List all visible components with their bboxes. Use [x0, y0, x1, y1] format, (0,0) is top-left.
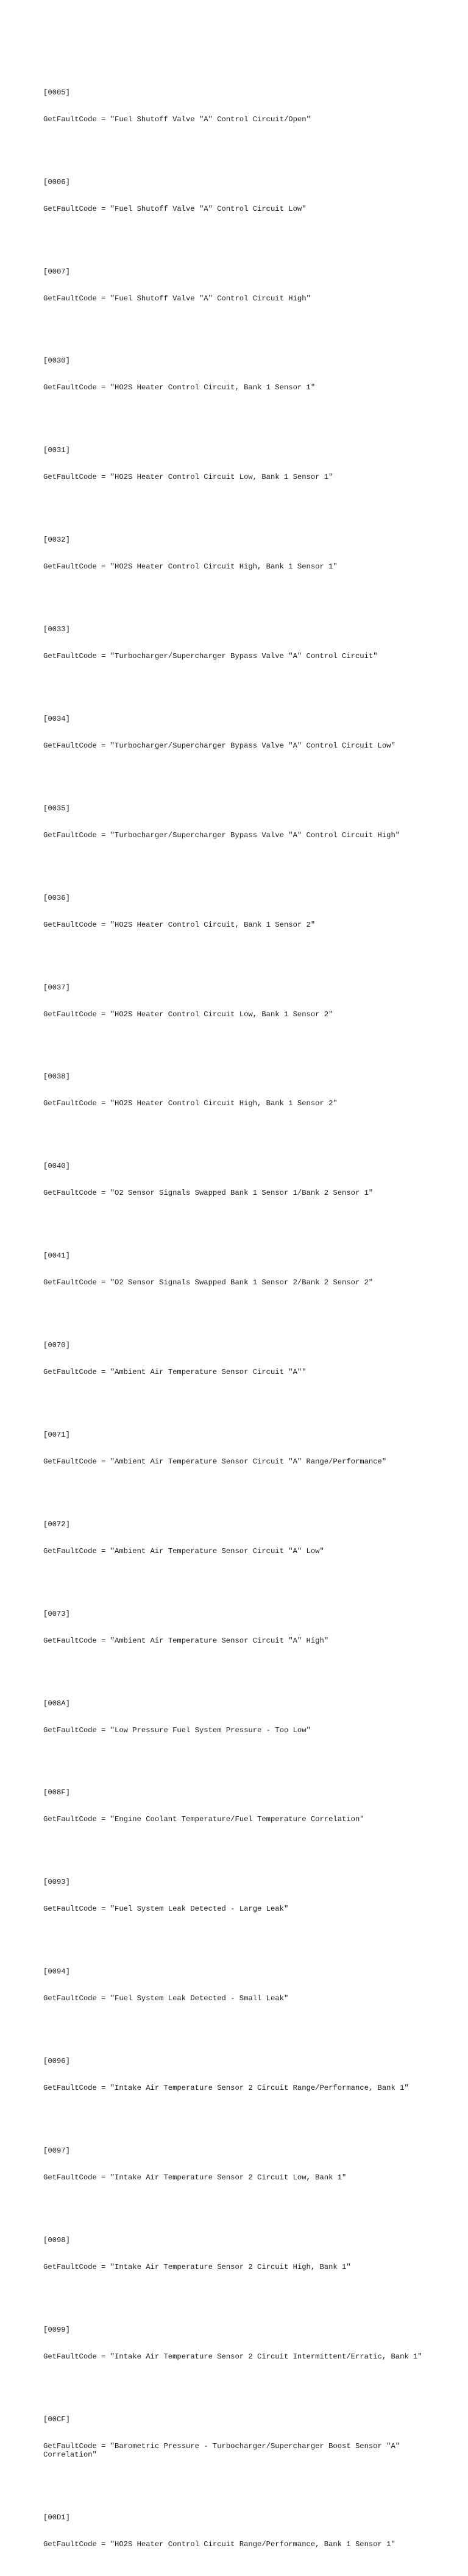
- entry-0040: [43, 1144, 433, 1216]
- entry-0035: [43, 786, 433, 858]
- entry-0070: [43, 1323, 433, 1395]
- entry-0032: [43, 518, 433, 590]
- fault-code-id: [0040]: [43, 1162, 70, 1171]
- fault-code-description: GetFaultCode = "HO2S Heater Control Circuit, Bank 1 Sensor 1": [43, 383, 316, 392]
- fault-code-id: [0072]: [43, 1520, 70, 1529]
- entry-0034: [43, 697, 433, 769]
- fault-code-id: [00CF]: [43, 2415, 70, 2424]
- fault-code-description: GetFaultCode = "HO2S Heater Control Circuit High, Bank 1 Sensor 1": [43, 562, 338, 571]
- entry-0005: [43, 70, 433, 142]
- fault-code-id: [0094]: [43, 1967, 70, 1976]
- entry-008a: [43, 1681, 433, 1753]
- fault-code-id: [008F]: [43, 1788, 70, 1797]
- entry-0038: [43, 1055, 433, 1127]
- entry-00cf: [43, 2397, 433, 2477]
- fault-code-description: GetFaultCode = "Fuel Shutoff Valve "A" Control Circuit/Open": [43, 115, 311, 124]
- fault-code-id: [0097]: [43, 2146, 70, 2155]
- fault-code-description: GetFaultCode = "HO2S Heater Control Circuit Low, Bank 1 Sensor 2": [43, 1010, 333, 1019]
- entry-0072: [43, 1502, 433, 1574]
- fault-code-description: GetFaultCode = "Ambient Air Temperature Sensor Circuit "A" High": [43, 1636, 329, 1645]
- entry-0030: [43, 339, 433, 411]
- fault-code-description: GetFaultCode = "Ambient Air Temperature Sensor Circuit "A" Low": [43, 1546, 324, 1555]
- fault-code-id: [0096]: [43, 2057, 70, 2065]
- fault-code-description: GetFaultCode = "O2 Sensor Signals Swapped Bank 1 Sensor 2/Bank 2 Sensor 2": [43, 1278, 374, 1287]
- entry-0041: [43, 1234, 433, 1306]
- fault-code-description: GetFaultCode = "Low Pressure Fuel System Pressure - Too Low": [43, 1725, 311, 1735]
- entry-0097: [43, 2129, 433, 2201]
- fault-code-description: GetFaultCode = "Turbocharger/Supercharger Bypass Valve "A" Control Circuit Low": [43, 741, 395, 750]
- fault-code-id: [0038]: [43, 1072, 70, 1081]
- entry-0073: [43, 1591, 433, 1663]
- fault-code-id: [0070]: [43, 1341, 70, 1350]
- fault-code-id: [0033]: [43, 625, 70, 634]
- fault-code-description: GetFaultCode = "Ambient Air Temperature Sensor Circuit "A"": [43, 1368, 307, 1377]
- fault-code-id: [0006]: [43, 177, 70, 186]
- fault-code-description: GetFaultCode = "HO2S Heater Control Circuit, Bank 1 Sensor 2": [43, 920, 316, 929]
- fault-code-id: [00D1]: [43, 2513, 70, 2522]
- fault-code-id: [0098]: [43, 2235, 70, 2245]
- entry-0094: [43, 1950, 433, 2022]
- fault-code-id: [0099]: [43, 2325, 70, 2334]
- fault-code-description: GetFaultCode = "Intake Air Temperature Sensor 2 Circuit Low, Bank 1": [43, 2173, 347, 2182]
- fault-code-description: GetFaultCode = "Fuel System Leak Detected - Small Leak": [43, 1994, 289, 2003]
- entry-008f: [43, 1771, 433, 1842]
- fault-code-id: [008A]: [43, 1699, 70, 1708]
- fault-code-description: GetFaultCode = "Turbocharger/Supercharger Bypass Valve "A" Control Circuit": [43, 652, 378, 661]
- fault-code-description: GetFaultCode = "Barometric Pressure - Turbocharger/Supercharger Boost Sensor "A" Correlation": [43, 2441, 405, 2460]
- fault-code-id: [0073]: [43, 1609, 70, 1618]
- entry-0099: [43, 2307, 433, 2379]
- fault-code-description: GetFaultCode = "Turbocharger/Supercharger Bypass Valve "A" Control Circuit High": [43, 830, 400, 840]
- fault-code-description: GetFaultCode = "Intake Air Temperature Sensor 2 Circuit Range/Performance, Bank 1": [43, 2084, 409, 2093]
- entry-0037: [43, 965, 433, 1037]
- entry-0093: [43, 1860, 433, 1932]
- fault-code-description: GetFaultCode = "Fuel Shutoff Valve "A" Control Circuit High": [43, 294, 311, 303]
- entry-00d1: [43, 2496, 433, 2567]
- fault-code-description: GetFaultCode = "Engine Coolant Temperature/Fuel Temperature Correlation": [43, 1815, 364, 1824]
- entry-0007: [43, 249, 433, 321]
- fault-code-id: [0093]: [43, 1878, 70, 1887]
- fault-code-description: GetFaultCode = "HO2S Heater Control Circuit Low, Bank 1 Sensor 1": [43, 473, 333, 482]
- fault-code-description: GetFaultCode = "HO2S Heater Control Circuit Range/Performance, Bank 1 Sensor 1": [43, 2540, 395, 2549]
- entry-0006: [43, 160, 433, 232]
- fault-code-description: GetFaultCode = "Intake Air Temperature Sensor 2 Circuit High, Bank 1": [43, 2262, 351, 2271]
- entry-0098: [43, 2218, 433, 2290]
- fault-code-id: [0037]: [43, 983, 70, 992]
- entry-0071: [43, 1413, 433, 1485]
- fault-code-id: [0030]: [43, 356, 70, 366]
- fault-code-description: GetFaultCode = "Fuel Shutoff Valve "A" Control Circuit Low": [43, 204, 307, 213]
- fault-code-id: [0031]: [43, 446, 70, 455]
- fault-code-description: GetFaultCode = "O2 Sensor Signals Swapped Bank 1 Sensor 1/Bank 2 Sensor 1": [43, 1189, 374, 1198]
- fault-code-id: [0036]: [43, 893, 70, 902]
- fault-code-id: [0071]: [43, 1430, 70, 1439]
- fault-code-description: GetFaultCode = "Fuel System Leak Detected - Large Leak": [43, 1905, 289, 1914]
- entry-0031: [43, 428, 433, 500]
- fault-code-description: GetFaultCode = "Intake Air Temperature Sensor 2 Circuit Intermittent/Erratic, Bank 1": [43, 2352, 422, 2361]
- fault-code-description: GetFaultCode = "Ambient Air Temperature Sensor Circuit "A" Range/Performance": [43, 1457, 387, 1466]
- entry-0096: [43, 2039, 433, 2111]
- fault-code-id: [0005]: [43, 88, 70, 97]
- fault-code-listing: [43, 52, 433, 2576]
- fault-code-id: [0041]: [43, 1251, 70, 1261]
- fault-code-id: [0034]: [43, 714, 70, 723]
- entry-0033: [43, 607, 433, 679]
- fault-code-id: [0032]: [43, 536, 70, 545]
- fault-code-id: [0035]: [43, 804, 70, 813]
- entry-0036: [43, 876, 433, 947]
- fault-code-description: GetFaultCode = "HO2S Heater Control Circuit High, Bank 1 Sensor 2": [43, 1099, 338, 1108]
- fault-code-id: [0007]: [43, 267, 70, 276]
